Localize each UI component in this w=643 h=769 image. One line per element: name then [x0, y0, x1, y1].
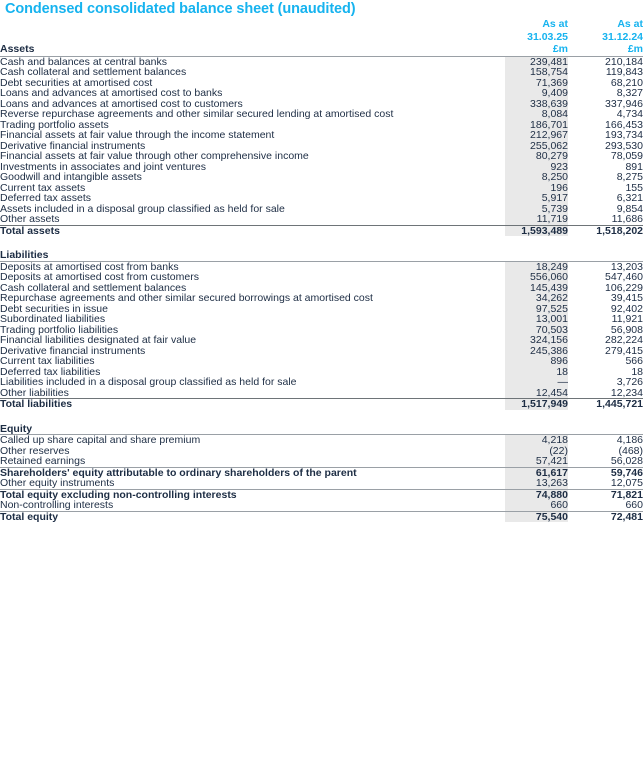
- row-value-prior: 106,229: [605, 281, 643, 294]
- page-title: Condensed consolidated balance sheet (unaudited): [5, 1, 356, 17]
- column-header-dates: [0, 31, 643, 44]
- total-liabilities-label: Total liabilities: [0, 399, 505, 410]
- shareholders-equity-prior: 59,746: [568, 467, 643, 478]
- blank-current: [505, 250, 568, 261]
- row-value-prior: 8,327: [616, 87, 643, 99]
- row-label: Cash collateral and settlement balances: [0, 281, 187, 294]
- row-value-prior: 39,415: [610, 292, 643, 304]
- total-liabilities-prior: 1,445,721: [568, 399, 643, 410]
- total-excl-nci-current: 74,880: [505, 489, 568, 500]
- total-assets-row: [0, 225, 643, 236]
- row-value-current: 556,060: [530, 271, 568, 283]
- table-row-asset: [0, 172, 643, 183]
- header-date-current: 31.03.25: [527, 30, 568, 43]
- assets-heading: Assets: [0, 43, 505, 56]
- table-row-asset: [0, 193, 643, 204]
- table-row-asset: [0, 214, 643, 225]
- row-value-current: 71,369: [535, 76, 568, 89]
- blank-prior: [568, 250, 643, 261]
- balance-sheet-body: [0, 18, 643, 522]
- row-value-prior: 11,921: [611, 313, 643, 325]
- row-value-current: 5,917: [541, 192, 568, 204]
- section-heading-assets: [0, 43, 643, 56]
- row-value-current: 80,279: [535, 150, 568, 162]
- row-label: Deposits at amortised cost from banks: [0, 260, 179, 273]
- row-value-prior: 293,530: [605, 139, 643, 152]
- row-value-current: 12,454: [535, 386, 568, 399]
- row-value-current: 34,262: [535, 292, 568, 304]
- row-value-prior: 210,184: [605, 55, 643, 68]
- row-value-prior: 92,402: [610, 302, 643, 315]
- row-value-prior: 68,210: [610, 76, 643, 89]
- other-equity-label: Other equity instruments: [0, 477, 115, 489]
- header-unit-current: £m: [505, 43, 568, 56]
- row-value-current: 18: [556, 365, 568, 378]
- other-equity-current: 13,263: [535, 477, 568, 489]
- row-label: Goodwill and intangible assets: [0, 171, 142, 183]
- nci-current: 660: [550, 499, 568, 511]
- row-label: Liabilities included in a disposal group classified as held for sale: [0, 376, 297, 388]
- row-value-prior: 78,059: [610, 150, 643, 162]
- equity-heading: Equity: [0, 424, 505, 435]
- section-spacer: [0, 410, 643, 424]
- other-equity-instruments-row: [0, 478, 643, 489]
- blank-prior: [568, 424, 643, 435]
- row-label: Financial assets at fair value through the income statement: [0, 129, 275, 141]
- balance-sheet-table: [0, 18, 643, 522]
- row-value-current: 255,062: [530, 139, 568, 152]
- row-label: Assets included in a disposal group classified as held for sale: [0, 202, 285, 215]
- section-heading-liabilities: [0, 250, 643, 261]
- row-label: Called up share capital and share premium: [0, 434, 201, 446]
- section-spacer: [0, 236, 643, 250]
- row-value-prior: 12,234: [610, 386, 643, 399]
- row-value-prior: 193,734: [605, 129, 643, 141]
- table-row-liability: [0, 377, 643, 388]
- row-value-current: 212,967: [530, 129, 568, 141]
- row-label: Debt securities at amortised cost: [0, 76, 153, 89]
- row-value-prior: 337,946: [605, 97, 643, 110]
- header-as-at-current: As at: [542, 18, 568, 30]
- row-value-current: 196: [550, 181, 568, 194]
- table-row-liability: [0, 314, 643, 325]
- row-value-prior: 13,203: [610, 260, 643, 273]
- row-value-current: 97,525: [535, 302, 568, 315]
- row-label: Other liabilities: [0, 386, 69, 399]
- section-heading-equity: [0, 424, 643, 435]
- row-value-prior: 4,734: [616, 108, 643, 120]
- row-value-current: 923: [550, 160, 568, 173]
- row-label: Deferred tax assets: [0, 192, 92, 204]
- total-assets-current: 1,593,489: [505, 225, 568, 236]
- row-value-current: 70,503: [535, 323, 568, 336]
- table-row-liability: [0, 335, 643, 346]
- total-assets-label: Total assets: [0, 225, 505, 236]
- row-label: Derivative financial instruments: [0, 344, 146, 357]
- row-value-prior: 891: [625, 160, 643, 173]
- row-value-current: (22): [549, 444, 568, 457]
- row-label: Investments in associates and joint ventures: [0, 160, 207, 173]
- row-label: Deposits at amortised cost from customers: [0, 271, 199, 283]
- row-value-prior: 8,275: [616, 171, 643, 183]
- column-header-as-at: [0, 18, 643, 31]
- row-label: Subordinated liabilities: [0, 313, 106, 325]
- total-equity-label: Total equity: [0, 511, 505, 522]
- row-label: Retained earnings: [0, 455, 86, 467]
- row-value-prior: 9,854: [616, 202, 643, 215]
- row-value-current: 239,481: [530, 55, 568, 68]
- row-value-prior: 166,453: [605, 118, 643, 131]
- total-assets-prior: 1,518,202: [568, 225, 643, 236]
- header-date-prior: 31.12.24: [602, 30, 643, 43]
- row-value-current: —: [557, 376, 568, 388]
- table-row-equity: [0, 456, 643, 467]
- row-label: Debt securities in issue: [0, 302, 108, 315]
- row-value-prior: 4,186: [616, 434, 643, 446]
- row-label: Derivative financial instruments: [0, 139, 146, 152]
- row-label: Repurchase agreements and other similar secured borrowings at amortised cost: [0, 292, 373, 304]
- table-row-asset: [0, 67, 643, 78]
- row-value-prior: 6,321: [616, 192, 643, 204]
- row-value-prior: 282,224: [605, 334, 643, 346]
- row-label: Financial liabilities designated at fair value: [0, 334, 197, 346]
- row-value-current: 18,249: [535, 260, 568, 273]
- row-value-prior: 3,726: [616, 376, 643, 388]
- row-label: Current tax liabilities: [0, 355, 95, 367]
- row-value-prior: 155: [625, 181, 643, 194]
- total-liabilities-row: [0, 399, 643, 410]
- row-value-current: 13,001: [535, 313, 568, 325]
- row-value-current: 9,409: [541, 87, 568, 99]
- row-label: Trading portfolio liabilities: [0, 323, 119, 336]
- table-row-liability: [0, 346, 643, 357]
- nci-label: Non-controlling interests: [0, 499, 114, 511]
- row-label: Current tax assets: [0, 181, 86, 194]
- row-label: Financial assets at fair value through other comprehensive income: [0, 150, 309, 162]
- nci-prior: 660: [625, 499, 643, 511]
- row-label: Other reserves: [0, 444, 70, 457]
- total-liabilities-current: 1,517,949: [505, 399, 568, 410]
- row-value-prior: 566: [625, 355, 643, 367]
- row-value-current: 8,250: [541, 171, 568, 183]
- total-equity-prior: 72,481: [568, 511, 643, 522]
- row-value-prior: 56,028: [610, 455, 643, 467]
- shareholders-equity-current: 61,617: [505, 467, 568, 478]
- row-value-prior: 56,908: [610, 323, 643, 336]
- row-value-current: 338,639: [530, 97, 568, 110]
- total-equity-current: 75,540: [505, 511, 568, 522]
- row-value-prior: 11,686: [611, 213, 643, 225]
- liabilities-heading: Liabilities: [0, 250, 505, 261]
- non-controlling-interests-row: [0, 500, 643, 511]
- header-blank: [0, 18, 505, 31]
- table-row-asset: [0, 88, 643, 99]
- header-blank: [0, 31, 505, 44]
- row-value-current: 5,739: [541, 202, 568, 215]
- blank-current: [505, 424, 568, 435]
- table-row-asset: [0, 130, 643, 141]
- table-row-equity: [0, 435, 643, 446]
- row-label: Cash collateral and settlement balances: [0, 66, 187, 78]
- row-label: Other assets: [0, 213, 60, 225]
- total-excl-nci-prior: 71,821: [568, 489, 643, 500]
- table-row-asset: [0, 109, 643, 120]
- header-as-at-prior: As at: [617, 18, 643, 30]
- total-equity-row: [0, 511, 643, 522]
- row-value-prior: 18: [631, 365, 643, 378]
- row-label: Reverse repurchase agreements and other similar secured lending at amortised cost: [0, 108, 394, 120]
- row-value-current: 158,754: [530, 66, 568, 78]
- row-value-current: 186,701: [530, 118, 568, 131]
- row-value-current: 896: [550, 355, 568, 367]
- row-value-current: 145,439: [530, 281, 568, 294]
- row-value-current: 4,218: [541, 434, 568, 446]
- row-value-current: 11,719: [536, 213, 568, 225]
- row-value-current: 324,156: [530, 334, 568, 346]
- table-row-liability: [0, 272, 643, 283]
- row-label: Loans and advances at amortised cost to banks: [0, 87, 223, 99]
- row-label: Cash and balances at central banks: [0, 55, 167, 68]
- row-value-prior: 279,415: [605, 344, 643, 357]
- row-value-prior: 119,843: [605, 66, 643, 78]
- header-unit-prior: £m: [568, 43, 643, 56]
- row-value-prior: (468): [618, 444, 643, 457]
- shareholders-equity-label: Shareholders' equity attributable to ordinary shareholders of the parent: [0, 467, 505, 478]
- table-row-asset: [0, 151, 643, 162]
- table-row-liability: [0, 356, 643, 367]
- other-equity-prior: 12,075: [610, 477, 643, 489]
- table-row-liability: [0, 388, 643, 399]
- row-value-current: 8,084: [541, 108, 568, 120]
- row-label: Loans and advances at amortised cost to customers: [0, 97, 243, 110]
- row-label: Deferred tax liabilities: [0, 365, 101, 378]
- row-value-current: 57,421: [535, 455, 568, 467]
- total-excl-nci-label: Total equity excluding non-controlling interests: [0, 489, 505, 500]
- table-row-liability: [0, 293, 643, 304]
- row-label: Trading portfolio assets: [0, 118, 109, 131]
- row-value-prior: 547,460: [605, 271, 643, 283]
- row-value-current: 245,386: [530, 344, 568, 357]
